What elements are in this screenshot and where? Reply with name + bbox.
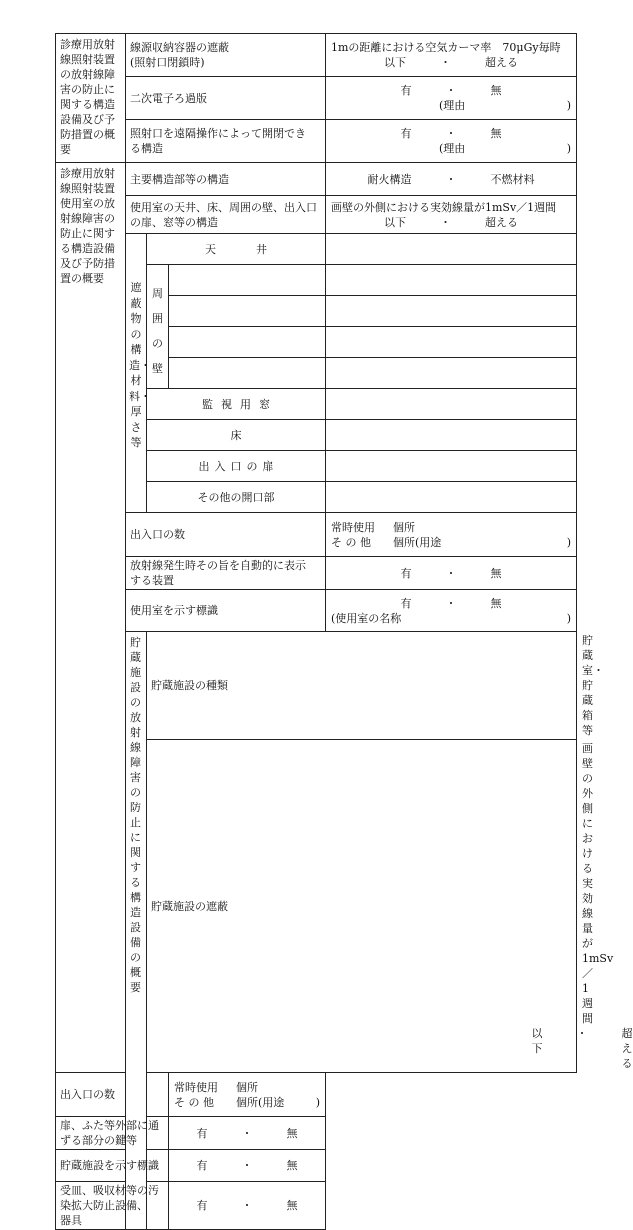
- contamination-prevention-item: 受皿、吸収材等の汚染拡大防止設備、 器具: [56, 1182, 169, 1230]
- ceiling-value: [326, 234, 577, 265]
- storage-entrances-item: 出入口の数: [56, 1073, 169, 1117]
- shield-vertical-label: 遮蔽物の構造・材料・厚さ等: [126, 234, 147, 513]
- table-row: [56, 120, 577, 163]
- section-2-category: 診療用放射線照射装置使用室の放射線障害の防止に関する構造設備及び予防措置の概要: [56, 163, 126, 1073]
- table-row: [56, 77, 577, 120]
- table-row: [56, 196, 577, 234]
- room-structure-value: 画壁の外側における実効線量が1mSv／1週間 以下 ・ 超える: [326, 196, 577, 234]
- table-row: [56, 34, 577, 77]
- wall-row-4-value: [326, 358, 577, 389]
- remote-shutter-value: 有 ・ 無 (理由 ): [326, 120, 577, 163]
- table-row: [56, 1117, 577, 1150]
- storage-lock-item: 扉、ふた等外部に通ずる部分の鍵等: [56, 1117, 169, 1150]
- source-container-shield-value: 1mの距離における空気カーマ率 70μGy毎時 以下 ・ 超える: [326, 34, 577, 77]
- table-row: [56, 513, 577, 557]
- other-openings-label: その他の開口部: [147, 482, 326, 513]
- floor-value: [326, 420, 577, 451]
- storage-type-item: 貯蔵施設の種類: [147, 632, 577, 740]
- source-container-shield-item: 線源収納容器の遮蔽 (照射口閉鎖時): [126, 34, 326, 77]
- door-label: 出入口の扉: [147, 451, 326, 482]
- table-row: 貯蔵施設の遮蔽 画壁の外側における実効線量が1mSv／1週間 以下 ・ 超える: [56, 740, 577, 1073]
- wall-row-1-label: [169, 265, 326, 296]
- monitor-window-label: 監視用窓: [147, 389, 326, 420]
- wall-vertical-label: 周囲の壁: [147, 265, 169, 389]
- table-row: [56, 234, 577, 265]
- wall-row-1-value: [326, 265, 577, 296]
- remote-shutter-item: 照射口を遠隔操作によって開閉でき る構造: [126, 120, 326, 163]
- table-row: [56, 163, 577, 196]
- table-row: 貯蔵施設の放射線障害の防止に関する構造設備の概要 貯蔵施設の種類 貯蔵室・貯蔵箱等: [56, 632, 577, 740]
- room-sign-item: 使用室を示す標識: [126, 590, 326, 632]
- storage-shield-item: 貯蔵施設の遮蔽: [147, 740, 577, 1073]
- floor-label: 床: [147, 420, 326, 451]
- table-row: [56, 1073, 577, 1117]
- main-structure-item: 主要構造部等の構造: [126, 163, 326, 196]
- secondary-electron-filter-item: 二次電子ろ過版: [126, 77, 326, 120]
- wall-row-3-value: [326, 327, 577, 358]
- room-entrances-item: 出入口の数: [126, 513, 326, 557]
- monitor-window-value: [326, 389, 577, 420]
- wall-row-2-value: [326, 296, 577, 327]
- storage-sign-item: 貯蔵施設を示す標識: [56, 1150, 169, 1182]
- facility-form-table: [55, 33, 633, 1230]
- contamination-prevention-value: 有 ・ 無: [169, 1182, 326, 1230]
- storage-sign-value: 有 ・ 無: [169, 1150, 326, 1182]
- wall-row-3-label: [169, 327, 326, 358]
- door-value: [326, 451, 577, 482]
- room-sign-value: 有 ・ 無 (使用室の名称 ): [326, 590, 577, 632]
- table-row: [56, 1182, 577, 1230]
- table-row: [56, 590, 577, 632]
- room-structure-item: 使用室の天井、床、周囲の壁、出入口 の扉、窓等の構造: [126, 196, 326, 234]
- auto-display-item: 放射線発生時その旨を自動的に表示 する装置: [126, 557, 326, 590]
- storage-entrances-value: 常時使用 個所 そ の 他 個所(用途 ): [169, 1073, 326, 1117]
- other-openings-value: [326, 482, 577, 513]
- wall-row-2-label: [169, 296, 326, 327]
- table-row: [56, 557, 577, 590]
- main-structure-value: 耐火構造 ・ 不燃材料: [326, 163, 577, 196]
- table-row: [56, 1150, 577, 1182]
- auto-display-value: 有 ・ 無: [326, 557, 577, 590]
- section-3-category: 貯蔵施設の放射線障害の防止に関する構造設備の概要: [126, 632, 147, 1230]
- section-1-category: 診療用放射線照射装置の放射線障害の防止に関する構造設備及び予防措置の概要: [56, 34, 126, 163]
- room-entrances-value: 常時使用 個所 そ の 他 個所(用途 ): [326, 513, 577, 557]
- storage-lock-value: 有 ・ 無: [169, 1117, 326, 1150]
- wall-row-4-label: [169, 358, 326, 389]
- secondary-electron-filter-value: 有 ・ 無 (理由 ): [326, 77, 577, 120]
- ceiling-label: 天井: [147, 234, 326, 265]
